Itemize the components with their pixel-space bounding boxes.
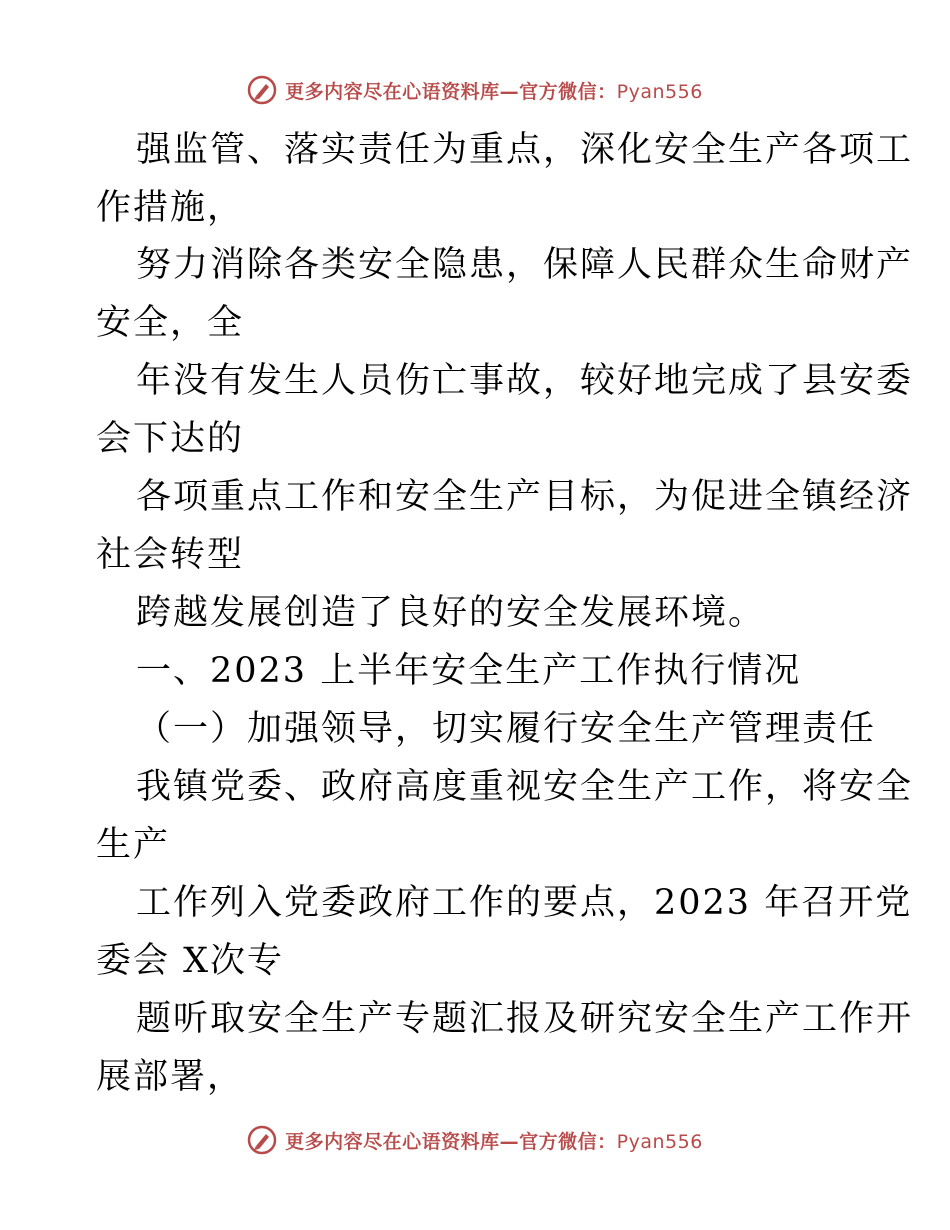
body-line: 我镇党委、政府高度重视安全生产工作，将安全	[136, 767, 914, 807]
body-line: 展部署，	[96, 1057, 245, 1097]
header-wechat-handle: Pyan556	[616, 80, 703, 103]
body-line: 安全，全	[96, 303, 245, 343]
footer-banner	[0, 1120, 950, 1160]
body-line: 强监管、落实责任为重点，深化安全生产各项工	[136, 130, 914, 170]
header-banner-text: 更多内容尽在心语资料库—官方微信：Pyan556	[285, 80, 703, 103]
section-heading: 一、2023 上半年安全生产工作执行情况	[136, 651, 802, 691]
body-line: 社会转型	[96, 535, 245, 575]
footer-banner-text: 更多内容尽在心语资料库—官方微信：Pyan556	[285, 1130, 703, 1153]
body-line: 跨越发展创造了良好的安全发展环境。	[136, 593, 766, 633]
footer-wechat-handle: Pyan556	[616, 1130, 703, 1153]
body-line: 工作列入党委政府工作的要点，2023 年召开党	[136, 883, 913, 923]
subsection-heading: （一）加强领导，切实履行安全生产管理责任	[136, 709, 877, 749]
pen-logo-icon	[247, 1125, 277, 1155]
body-line: 委会 X次专	[96, 941, 285, 981]
header-banner	[0, 70, 950, 110]
body-line: 努力消除各类安全隐患，保障人民群众生命财产	[136, 245, 914, 285]
body-line: 会下达的	[96, 419, 245, 459]
body-line: 年没有发生人员伤亡事故，较好地完成了县安委	[136, 361, 914, 401]
body-line: 生产	[96, 825, 171, 865]
pen-logo-icon	[247, 75, 277, 105]
body-line: 题听取安全生产专题汇报及研究安全生产工作开	[136, 999, 914, 1039]
body-line: 作措施，	[96, 188, 245, 228]
body-line: 各项重点工作和安全生产目标，为促进全镇经济	[136, 477, 914, 517]
